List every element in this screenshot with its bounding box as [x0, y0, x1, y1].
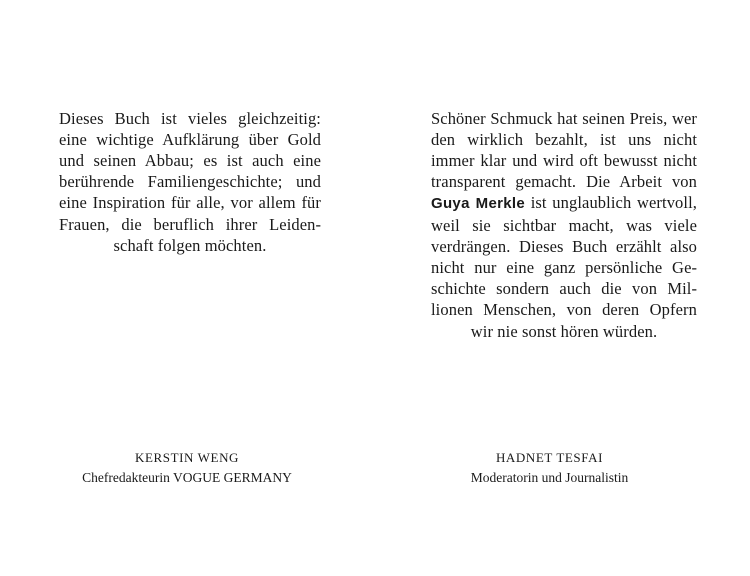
left-author-name: KERSTIN WENG — [134, 450, 240, 465]
right-author-name: HADNET TESFAI — [495, 450, 604, 465]
left-quote: Dieses Buch ist vieles gleichzeitig: eine wichtige Aufklärung über Gold und seinen Abbau; es ist auch eine berührende Familiengeschichte; und eine Inspiration für alle, vor allem für Frauen, die beruflich ihrer Leidenschaft folgen möchten. — [59, 108, 321, 255]
right-quote-after: ist unglaublich wertvoll, weil sie sichtbar macht, was viele verdrängen. Dieses Buch erzählt also nicht nur eine ganz persönliche Geschichte sondern auch die von Millionen Menschen, von deren Opfern wir nie sonst hören würden. — [431, 193, 698, 341]
right-page — [375, 0, 750, 576]
right-author-role: Moderatorin und Journalistin — [470, 470, 629, 485]
left-attribution — [12, 448, 362, 488]
right-quote-highlight: Guya Merkle — [431, 195, 525, 213]
left-author-role: Chefredakteurin VOGUE GERMANY — [82, 470, 292, 485]
right-quote-before: Schöner Schmuck hat seinen Preis, wer den wirklich bezahlt, ist uns nicht immer klar und wird oft bewusst nicht transparent gemacht. Die Arbeit von — [431, 108, 697, 192]
right-attribution — [362, 448, 737, 488]
right-quote — [431, 108, 697, 342]
